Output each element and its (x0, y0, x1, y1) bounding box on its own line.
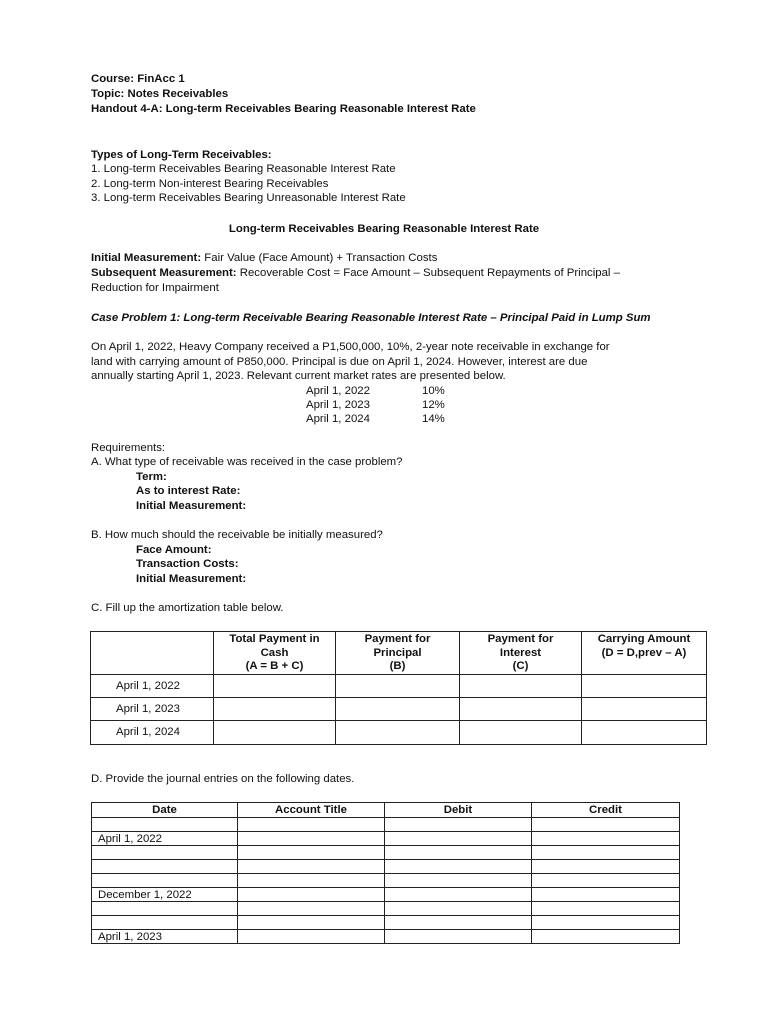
header-line: Carrying Amount (597, 633, 691, 645)
subsequent-measurement (91, 266, 620, 280)
journal-date-cell (92, 916, 238, 930)
types-item: 2. Long-term Non-interest Bearing Receivables (91, 178, 329, 190)
journal-cell[interactable] (238, 846, 385, 860)
journal-cell[interactable] (385, 860, 532, 874)
header-principal (336, 632, 460, 675)
header-account-title: Account Title (238, 803, 385, 818)
header-date: Date (92, 803, 238, 818)
journal-cell[interactable] (385, 916, 532, 930)
requirement-b-item: Initial Measurement: (136, 573, 247, 585)
table-row (92, 902, 680, 916)
amort-cell[interactable] (460, 674, 582, 697)
amort-cell[interactable] (582, 697, 707, 720)
journal-cell[interactable] (532, 916, 680, 930)
row-date: April 1, 2023 (91, 697, 214, 720)
journal-cell[interactable] (385, 874, 532, 888)
row-date: April 1, 2022 (91, 674, 214, 697)
table-row (92, 818, 680, 832)
header-line: Principal (373, 646, 422, 659)
rate-date: April 1, 2024 (306, 413, 370, 425)
journal-cell[interactable] (238, 860, 385, 874)
header-line: (B) (389, 660, 406, 672)
amortization-header-blank (91, 632, 214, 675)
rate-value: 10% (422, 385, 445, 397)
table-row (92, 860, 680, 874)
journal-cell[interactable] (385, 832, 532, 846)
amort-cell[interactable] (336, 720, 460, 744)
handout-title: Handout 4-A: Long-term Receivables Bearing Reasonable Interest Rate (91, 103, 476, 115)
subsequent-measurement-cont: Reduction for Impairment (91, 282, 219, 294)
types-item: 3. Long-term Receivables Bearing Unreasonable Interest Rate (91, 192, 406, 204)
header-total-payment (214, 632, 336, 675)
requirement-d: D. Provide the journal entries on the following dates. (91, 773, 355, 785)
requirement-b: B. How much should the receivable be initially measured? (91, 529, 383, 541)
journal-cell[interactable] (532, 832, 680, 846)
journal-date-cell (92, 874, 238, 888)
requirement-a-item: As to interest Rate: (136, 485, 241, 497)
journal-cell[interactable] (238, 832, 385, 846)
header-line: (A = B + C) (245, 660, 304, 672)
journal-cell[interactable] (238, 902, 385, 916)
journal-cell[interactable] (238, 874, 385, 888)
amort-cell[interactable] (214, 720, 336, 744)
header-line: Interest (499, 646, 542, 659)
course-line: Course: FinAcc 1 (91, 73, 185, 85)
journal-date-cell: December 1, 2022 (92, 888, 238, 902)
journal-cell[interactable] (385, 902, 532, 916)
journal-date-cell (92, 902, 238, 916)
rate-value: 12% (422, 399, 445, 411)
row-date: April 1, 2024 (91, 720, 214, 744)
header-debit: Debit (385, 803, 532, 818)
journal-header-row (92, 803, 680, 818)
amort-cell[interactable] (460, 720, 582, 744)
table-row (91, 674, 707, 697)
table-row (92, 888, 680, 902)
journal-cell[interactable] (238, 888, 385, 902)
amort-cell[interactable] (582, 674, 707, 697)
journal-cell[interactable] (385, 930, 532, 944)
requirement-c: C. Fill up the amortization table below. (91, 602, 284, 614)
subsequent-measurement-text: Recoverable Cost = Face Amount – Subsequent Repayments of Principal – (236, 267, 620, 279)
amort-cell[interactable] (214, 674, 336, 697)
case-paragraph: land with carrying amount of P850,000. Principal is due on April 1, 2024. However, interest are due (91, 356, 588, 368)
header-line: Cash (260, 646, 289, 659)
header-carrying-amount (582, 632, 707, 675)
subsequent-measurement-label: Subsequent Measurement: (91, 267, 237, 279)
journal-cell[interactable] (532, 846, 680, 860)
journal-cell[interactable] (532, 902, 680, 916)
table-row (91, 697, 707, 720)
journal-date-cell (92, 818, 238, 832)
amort-cell[interactable] (336, 697, 460, 720)
table-row (92, 916, 680, 930)
case-title: Case Problem 1: Long-term Receivable Bearing Reasonable Interest Rate – Principal Paid in Lump Sum (91, 312, 651, 324)
case-paragraph: annually starting April 1, 2023. Relevant current market rates are presented below. (91, 370, 506, 382)
journal-cell[interactable] (238, 930, 385, 944)
journal-cell[interactable] (532, 860, 680, 874)
journal-cell[interactable] (532, 874, 680, 888)
journal-cell[interactable] (532, 930, 680, 944)
header-line: Payment for (364, 633, 431, 645)
topic-line: Topic: Notes Receivables (91, 88, 229, 100)
journal-date-cell (92, 860, 238, 874)
journal-cell[interactable] (385, 846, 532, 860)
journal-table (91, 802, 680, 944)
table-row (92, 930, 680, 944)
amort-cell[interactable] (214, 697, 336, 720)
rate-date: April 1, 2023 (306, 399, 370, 411)
requirements-heading: Requirements: (91, 442, 166, 454)
amortization-table (90, 631, 707, 745)
table-row (91, 720, 707, 744)
requirement-b-item: Transaction Costs: (136, 558, 239, 570)
initial-measurement (91, 251, 437, 265)
types-heading: Types of Long-Term Receivables: (91, 149, 272, 161)
table-row (92, 846, 680, 860)
initial-measurement-label: Initial Measurement: (91, 252, 202, 264)
header-line: (D = D,prev – A) (601, 646, 687, 659)
journal-cell[interactable] (238, 916, 385, 930)
section-title: Long-term Receivables Bearing Reasonable Interest Rate (228, 223, 540, 235)
rate-date: April 1, 2022 (306, 385, 370, 397)
amort-cell[interactable] (336, 674, 460, 697)
journal-cell[interactable] (238, 818, 385, 832)
table-row (92, 832, 680, 846)
journal-cell[interactable] (532, 888, 680, 902)
requirement-a-item: Term: (136, 471, 167, 483)
requirement-a: A. What type of receivable was received in the case problem? (91, 456, 403, 468)
types-item: 1. Long-term Receivables Bearing Reasonable Interest Rate (91, 163, 396, 175)
journal-cell[interactable] (532, 818, 680, 832)
amort-cell[interactable] (460, 697, 582, 720)
journal-date-cell: April 1, 2023 (92, 930, 238, 944)
initial-measurement-text: Fair Value (Face Amount) + Transaction Costs (201, 252, 438, 264)
journal-date-cell (92, 846, 238, 860)
case-paragraph: On April 1, 2022, Heavy Company received a P1,500,000, 10%, 2-year note receivable in exchange for (91, 341, 610, 353)
table-row (92, 874, 680, 888)
amort-cell[interactable] (582, 720, 707, 744)
journal-cell[interactable] (385, 818, 532, 832)
header-interest (460, 632, 582, 675)
journal-date-cell: April 1, 2022 (92, 832, 238, 846)
amortization-header-row (91, 632, 707, 675)
header-line: Total Payment in (229, 633, 320, 645)
requirement-a-item: Initial Measurement: (136, 500, 247, 512)
journal-cell[interactable] (385, 888, 532, 902)
requirement-b-item: Face Amount: (136, 544, 212, 556)
rate-value: 14% (422, 413, 445, 425)
header-credit: Credit (532, 803, 680, 818)
header-line: (C) (512, 660, 529, 672)
header-line: Payment for (487, 633, 554, 645)
